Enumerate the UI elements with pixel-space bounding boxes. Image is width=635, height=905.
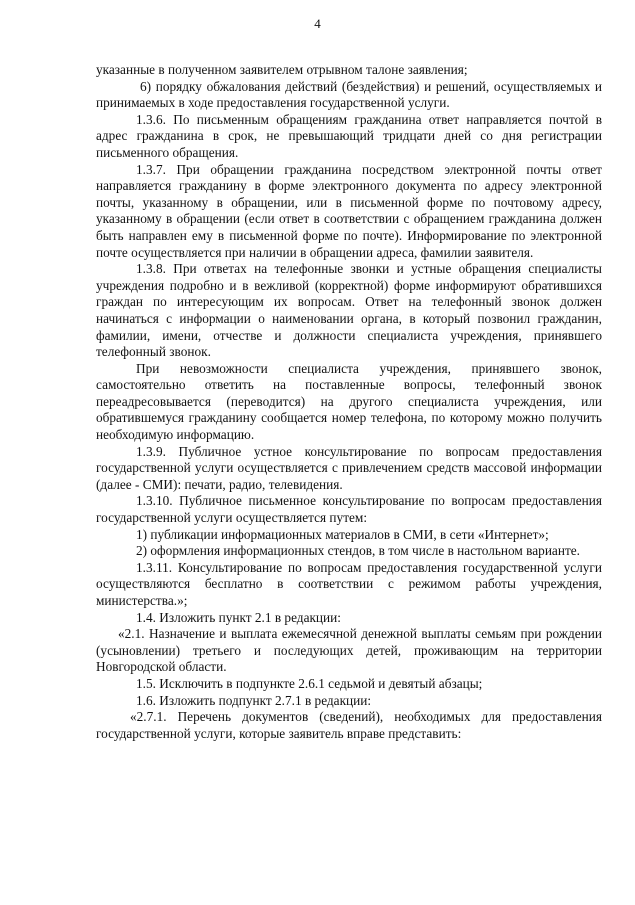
paragraph: 1.5. Исключить в подпункте 2.6.1 седьмой и девятый абзацы;: [136, 675, 483, 691]
paragraph: 2) оформления информационных стендов, в том числе в настольном варианте.: [136, 543, 580, 559]
paragraph: 6) порядку обжалования действий (бездействия) и решений, осуществляемых и принимаемых в ходе предоставления государственной услуги.: [96, 78, 602, 111]
paragraph: 1.3.6. По письменным обращениям гражданина ответ направляется почтой в адрес гражданина в срок, не превышающий тридцати дней со дня регистрации письменного обращения.: [96, 111, 602, 160]
paragraph: При невозможности специалиста учреждения, принявшего звонок, самостоятельно ответить на поставленные вопросы, телефонный звонок переадресовывается (переводится) на другого специалиста учреждения, или обратившемуся гражданину сообщается номер телефона, по которому можно получить необходимую информацию.: [96, 360, 602, 443]
paragraph: 1.3.10. Публичное письменное консультирование по вопросам предоставления государственной услуги осуществляется путем:: [96, 493, 602, 526]
paragraph: «2.1. Назначение и выплата ежемесячной денежной выплаты семьям при рождении (усыновлении) третьего и последующих детей, проживающим на территории Новгородской области.: [96, 626, 602, 675]
paragraph: 1.6. Изложить подпункт 2.7.1 в редакции:: [136, 692, 372, 708]
paragraph: указанные в полученном заявителем отрывном талоне заявления;: [96, 62, 468, 77]
paragraph: 1) публикации информационных материалов в СМИ, в сети «Интернет»;: [136, 526, 549, 542]
page-number: 4: [314, 16, 321, 31]
document-body: [96, 62, 602, 742]
paragraph: 1.3.9. Публичное устное консультирование по вопросам предоставления государственной услуги осуществляется с привлечением средств массовой информации (далее - СМИ): печати, радио, телевидения.: [96, 443, 602, 492]
paragraph: 1.3.11. Консультирование по вопросам предоставления государственной услуги осуществляются бесплатно в соответствии с режимом работы учреждения, министерства.»;: [96, 559, 602, 608]
paragraph: 1.4. Изложить пункт 2.1 в редакции:: [136, 609, 341, 625]
paragraph: 1.3.7. При обращении гражданина посредством электронной почты ответ направляется гражданину в форме электронного документа по адресу электронной почты, указанному в обращении, или в письменной форме по почтовому адресу, указанному в обращении (если ответ в соответствии с обращением гражданина должен быть направлен ему в письменной форме по почте). Информирование по электронной почте осуществляется при наличии в обращении адреса, фамилии заявителя.: [96, 161, 602, 260]
paragraph: «2.7.1. Перечень документов (сведений), необходимых для предоставления государственной услуги, которые заявитель вправе представить:: [96, 709, 602, 741]
paragraph: 1.3.8. При ответах на телефонные звонки и устные обращения специалисты учреждения подробно и в вежливой (корректной) форме информируют обратившихся граждан по интересующим их вопросам. Ответ на телефонный звонок должен начинаться с информации о наименовании органа, в который позвонил гражданин, фамилии, имени, отчестве и должности специалиста учреждения, принявшего телефонный звонок.: [96, 261, 602, 360]
